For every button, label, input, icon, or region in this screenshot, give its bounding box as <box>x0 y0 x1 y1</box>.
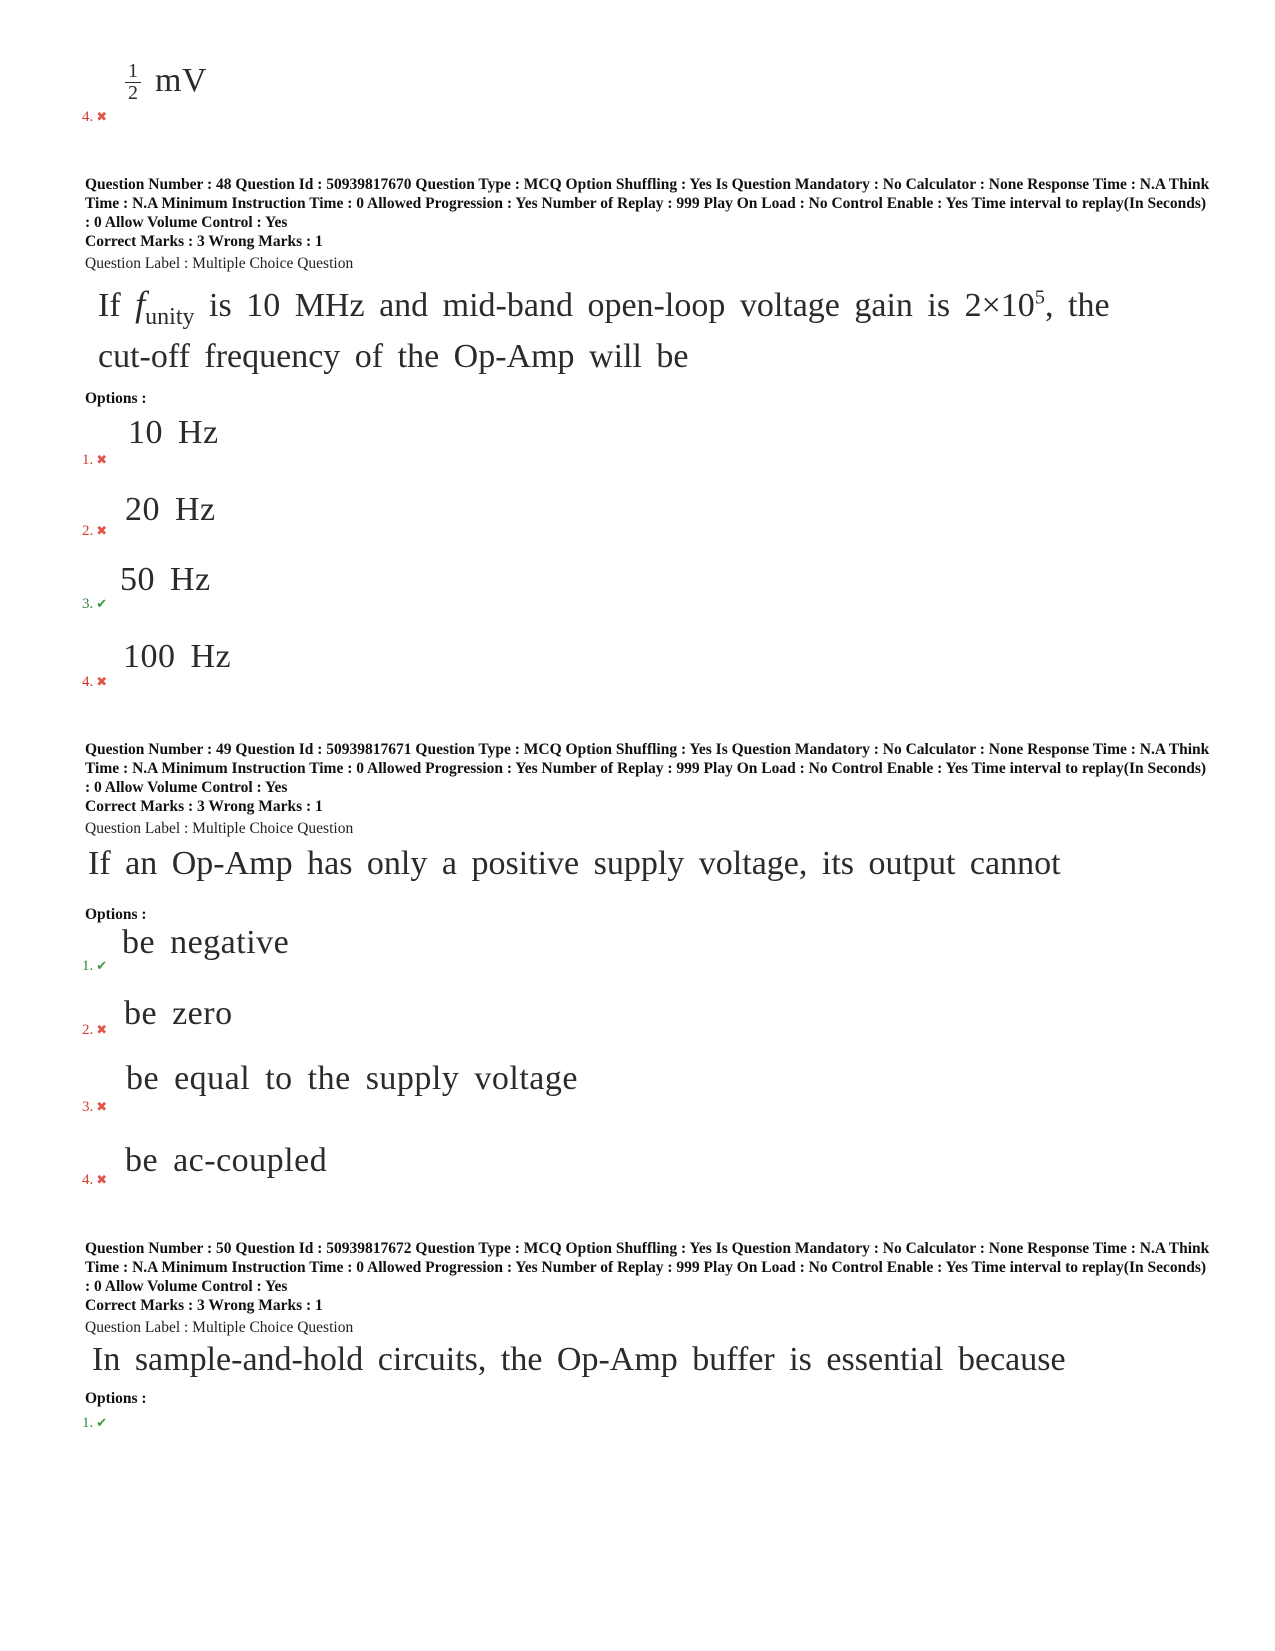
option-number-row <box>82 1021 107 1039</box>
options-heading: Options : <box>85 1390 147 1407</box>
option-number-row <box>82 673 107 691</box>
option-number-row <box>82 522 107 540</box>
cross-icon: ✖ <box>96 452 108 467</box>
fraction <box>125 62 141 103</box>
cross-icon: ✖ <box>96 1022 108 1037</box>
option-number-row <box>82 1414 107 1432</box>
option-text: 100 Hz <box>123 638 232 675</box>
question-marks: Correct Marks : 3 Wrong Marks : 1 <box>85 798 323 815</box>
option-text: be negative <box>122 924 290 961</box>
option-number-row <box>82 957 107 975</box>
option-number-row <box>82 1171 107 1189</box>
variable-f: f <box>135 284 146 324</box>
cross-icon: ✖ <box>96 1172 108 1187</box>
question-marks: Correct Marks : 3 Wrong Marks : 1 <box>85 233 323 250</box>
check-icon: ✔ <box>96 1415 108 1430</box>
question-label: Question Label : Multiple Choice Question <box>85 255 354 272</box>
option-number: 3. <box>82 596 94 612</box>
option-number: 4. <box>82 674 94 690</box>
question-marks: Correct Marks : 3 Wrong Marks : 1 <box>85 1297 323 1314</box>
option-number: 4. <box>82 1172 94 1188</box>
question-text-middle: is 10 MHz and mid-band open-loop voltage gain is 2×10 <box>209 287 1035 324</box>
question-text: If an Op-Amp has only a positive supply voltage, its output cannot <box>88 845 1061 882</box>
options-heading: Options : <box>85 390 147 407</box>
option-number-row <box>82 108 107 126</box>
option-text: be zero <box>124 995 233 1032</box>
options-heading: Options : <box>85 906 147 923</box>
fraction-denominator: 2 <box>128 82 138 104</box>
cross-icon: ✖ <box>96 523 108 538</box>
option-number: 3. <box>82 1099 94 1115</box>
cross-icon: ✖ <box>96 109 108 124</box>
variable-subscript: unity <box>145 304 195 330</box>
option-number: 1. <box>82 958 94 974</box>
question-text-line2: cut-off frequency of the Op-Amp will be <box>98 338 689 375</box>
option-text: mV <box>155 62 207 99</box>
question-meta: Question Number : 49 Question Id : 50939817671 Question Type : MCQ Option Shuffling : Yes Is Question Mandatory : No Calculator : None Response Time : N.A Think Time : N.A Minimum Instruction Time : 0 Allowed Progression : Yes Number of Replay : 999 Play On Load : No Control Enable : Yes Time interval to replay(In Seconds) : 0 Allow Volume Control : Yes <box>85 741 1210 796</box>
cross-icon: ✖ <box>96 674 108 689</box>
option-number-row <box>82 451 107 469</box>
question-text-suffix: , the <box>1045 287 1110 324</box>
option-number: 1. <box>82 452 94 468</box>
question-meta: Question Number : 50 Question Id : 50939817672 Question Type : MCQ Option Shuffling : Yes Is Question Mandatory : No Calculator : None Response Time : N.A Think Time : N.A Minimum Instruction Time : 0 Allowed Progression : Yes Number of Replay : 999 Play On Load : No Control Enable : Yes Time interval to replay(In Seconds) : 0 Allow Volume Control : Yes <box>85 1240 1210 1295</box>
question-label: Question Label : Multiple Choice Question <box>85 820 354 837</box>
exponent: 5 <box>1034 286 1045 309</box>
option-text: 20 Hz <box>125 491 216 528</box>
option-number: 1. <box>82 1415 94 1431</box>
fraction-numerator: 1 <box>128 60 138 82</box>
question-text: In sample-and-hold circuits, the Op-Amp buffer is essential because <box>92 1341 1066 1378</box>
option-number: 4. <box>82 109 94 125</box>
option-text: be equal to the supply voltage <box>126 1060 578 1097</box>
option-text: 10 Hz <box>128 414 219 451</box>
question-text-prefix: If <box>98 287 121 324</box>
question-label: Question Label : Multiple Choice Question <box>85 1319 354 1336</box>
option-number-row <box>82 1098 107 1116</box>
cross-icon: ✖ <box>96 1099 108 1114</box>
option-text: be ac-coupled <box>125 1142 328 1179</box>
option-number: 2. <box>82 1022 94 1038</box>
option-number: 2. <box>82 523 94 539</box>
option-text: 50 Hz <box>120 561 211 598</box>
check-icon: ✔ <box>96 958 108 973</box>
option-number-row <box>82 595 107 613</box>
question-meta: Question Number : 48 Question Id : 50939817670 Question Type : MCQ Option Shuffling : Yes Is Question Mandatory : No Calculator : None Response Time : N.A Think Time : N.A Minimum Instruction Time : 0 Allowed Progression : Yes Number of Replay : 999 Play On Load : No Control Enable : Yes Time interval to replay(In Seconds) : 0 Allow Volume Control : Yes <box>85 176 1210 231</box>
question-text <box>98 283 1160 331</box>
check-icon: ✔ <box>96 596 108 611</box>
